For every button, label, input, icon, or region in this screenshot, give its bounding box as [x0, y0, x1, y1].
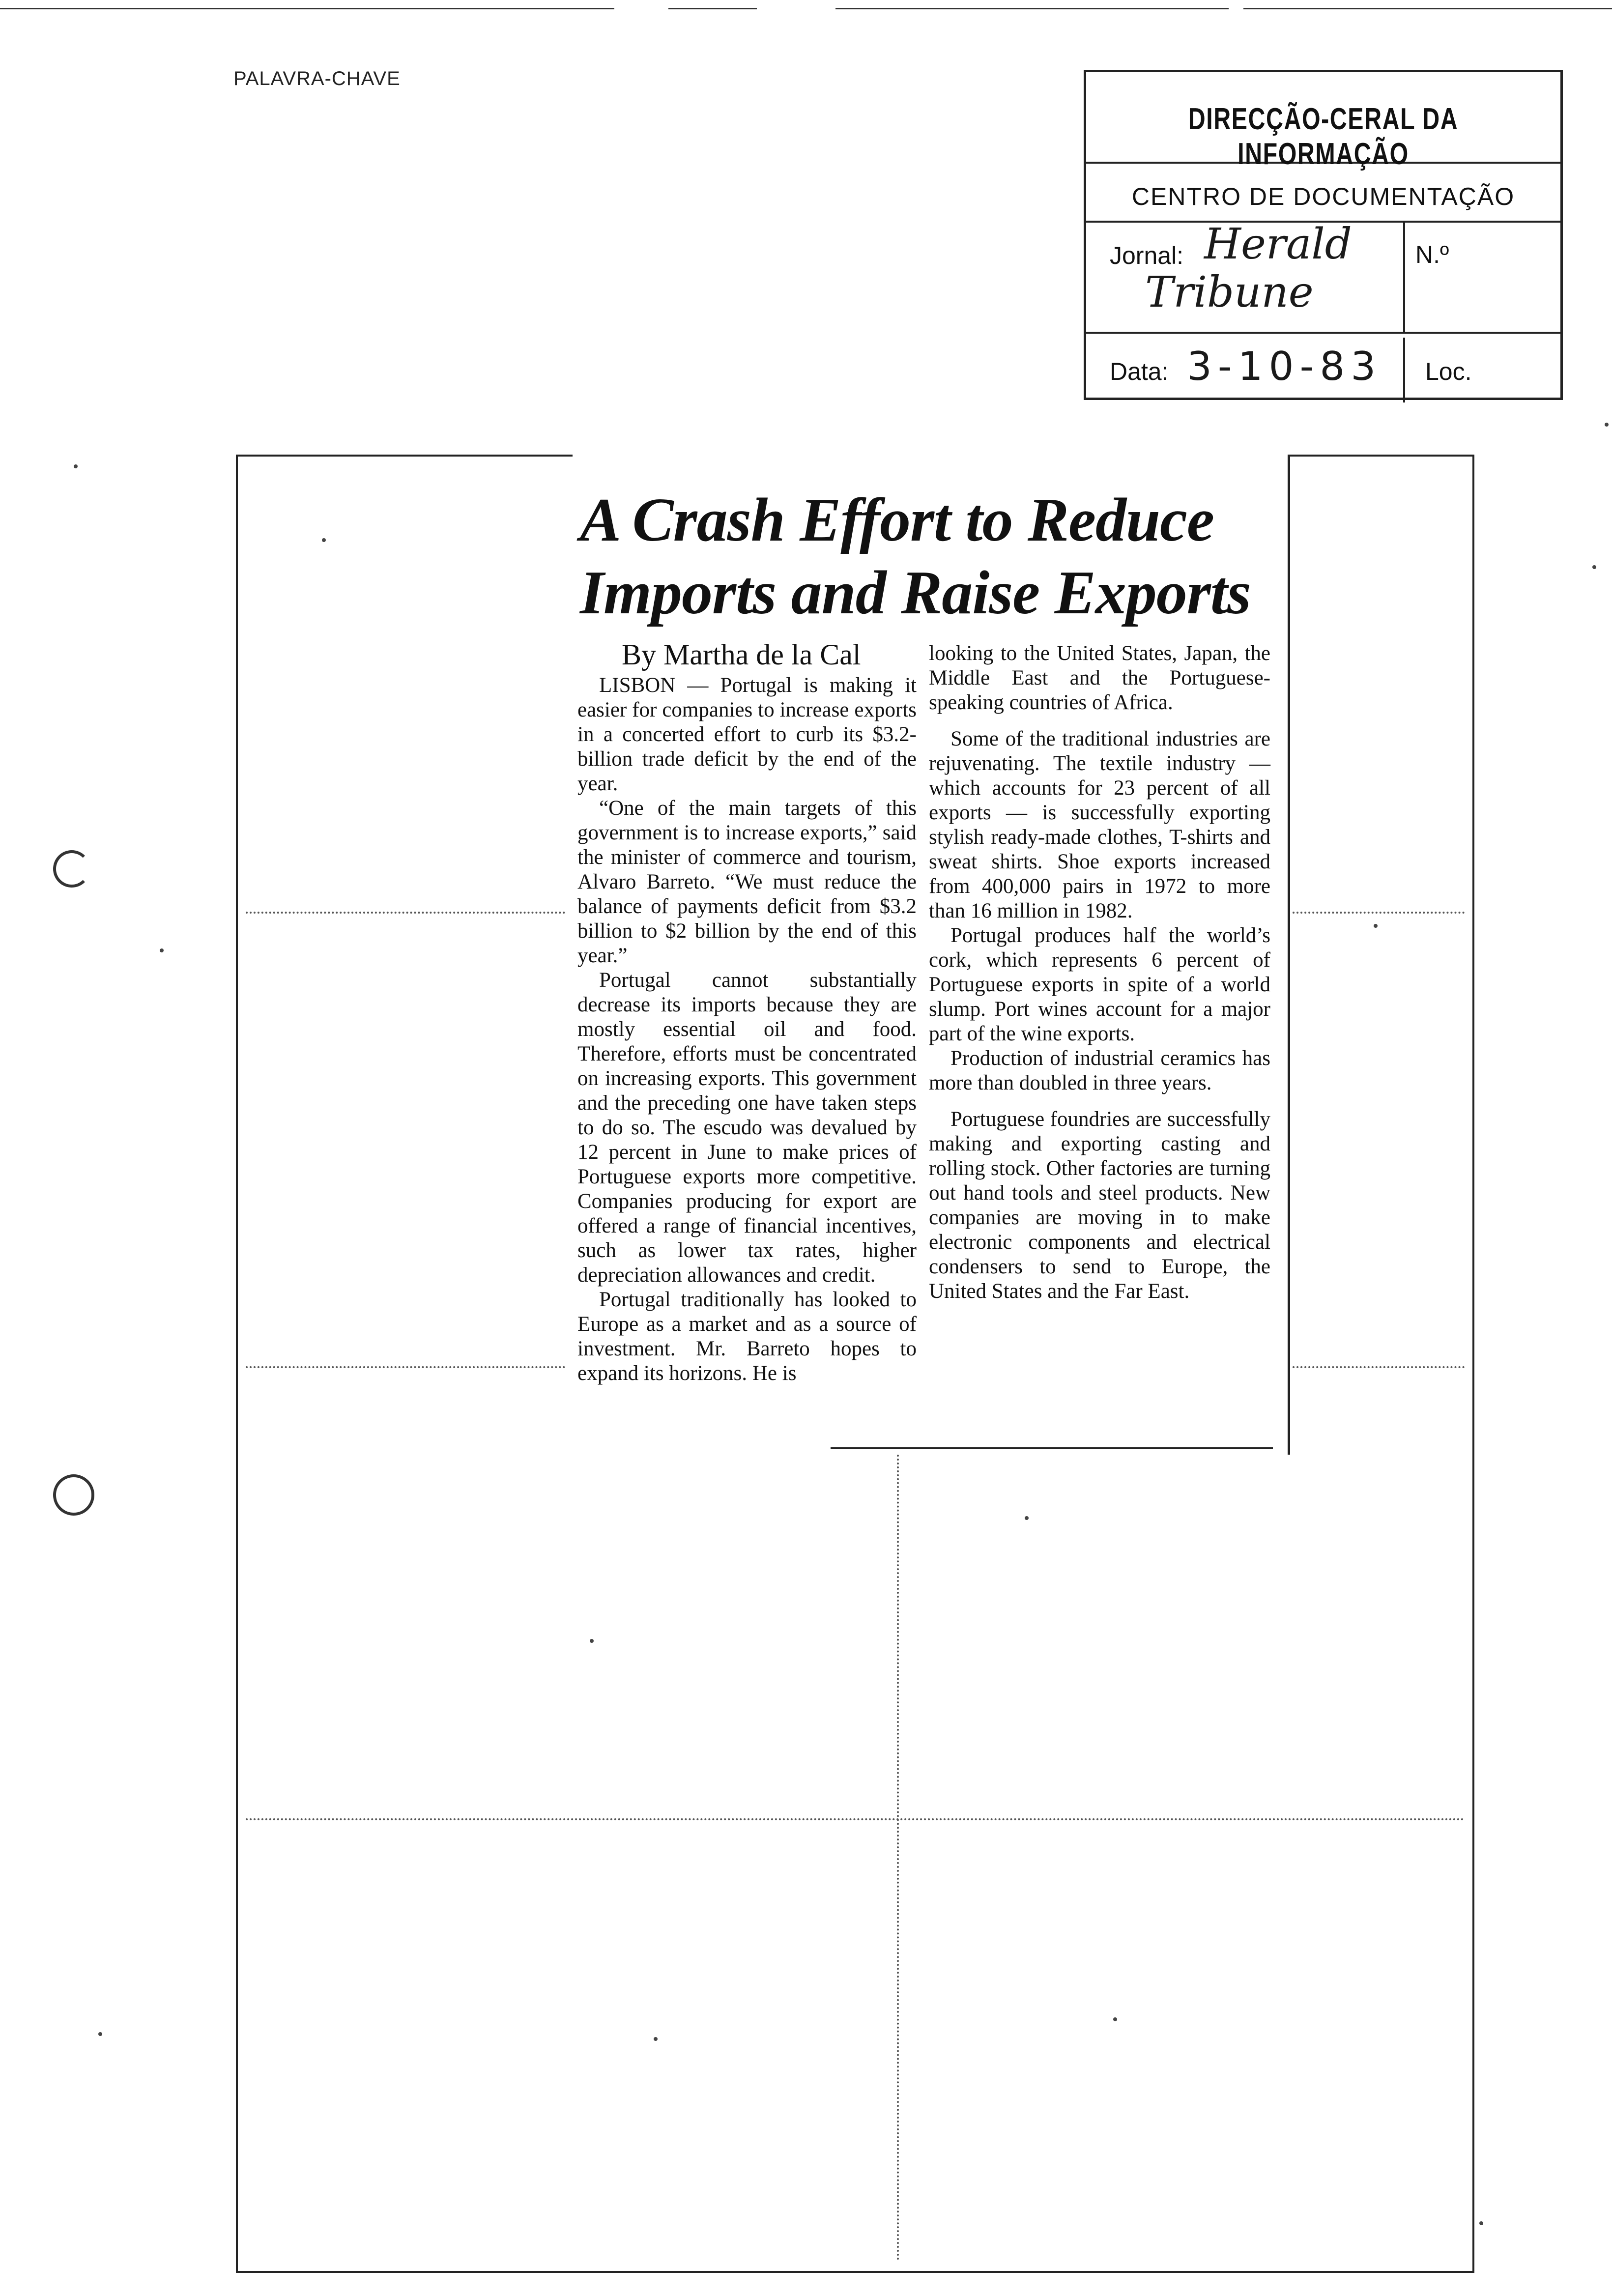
punch-hole-top	[53, 850, 90, 888]
stamp-department: CENTRO DE DOCUMENTAÇÃO	[1131, 183, 1515, 210]
speck	[1113, 2017, 1117, 2021]
top-rule-3	[835, 8, 1229, 9]
paragraph: Portuguese foundries are successfully making and exporting casting and rolling stock. Other factories are turning out hand tools and steel products. New companies are moving in to make electronic components and electrical condensers to send to Europe, the United States and the Far East.	[929, 1108, 1270, 1303]
speck	[1605, 423, 1609, 427]
guide-line-left-1	[246, 912, 565, 914]
article-column-2	[929, 641, 1270, 1304]
speck	[1479, 2221, 1483, 2225]
top-rule-2	[668, 8, 757, 9]
paragraph: Some of the traditional industries are rejuvenating. The textile industry — which accounts for 23 percent of all exports — is successfully exporting stylish ready-made clothes, T-shirts and sweat shirts. Shoe exports increased from 400,000 pairs in 1972 to more than 16 million in 1982.	[929, 727, 1270, 922]
paragraph: Portugal traditionally has looked to Europe as a market and as a source of investment. Mr. Barreto hopes to expand its horizons. He is	[577, 1288, 917, 1385]
speck	[160, 948, 164, 952]
stamp-date-row	[1086, 334, 1560, 402]
stamp-header-row	[1086, 72, 1560, 171]
punch-hole-bottom	[53, 1474, 94, 1516]
speck	[1374, 924, 1378, 928]
journal-value-line2: Tribune	[1145, 268, 1314, 317]
location-label: Loc.	[1425, 358, 1472, 385]
guide-line-vertical	[897, 1455, 899, 2261]
journal-label: Jornal:	[1110, 242, 1184, 269]
speck	[1025, 1516, 1029, 1520]
speck	[1592, 565, 1596, 569]
article-column-1	[577, 673, 917, 1386]
guide-line-left-2	[246, 1366, 565, 1368]
paragraph: “One of the main targets of this government is to increase exports,” said the minister of commerce and tourism, Alvaro Barreto. “We must reduce the balance of payments deficit from $3.2 billion to $2 billion by the end of this year.”	[577, 797, 917, 967]
stamp-divider	[1403, 223, 1405, 334]
headline-line1: A Crash Effort to Reduce	[580, 486, 1214, 554]
date-value: 3-10-83	[1187, 344, 1382, 389]
article-byline: By Martha de la Cal	[622, 638, 861, 671]
guide-line-right-2	[1293, 1366, 1465, 1368]
paragraph: LISBON — Portugal is making it easier for companies to increase exports in a concerted effort to curb its $3.2-billion trade deficit by the end of the year.	[577, 674, 917, 795]
stamp-divider-2	[1403, 338, 1405, 402]
paragraph: Portugal produces half the world’s cork, which represents 6 percent of Portuguese exports in spite of a world slump. Port wines account for a major part of the wine exports.	[929, 924, 1270, 1045]
archive-stamp	[1084, 70, 1563, 400]
guide-line-lower	[246, 1818, 1465, 1820]
stamp-department-row	[1086, 164, 1560, 223]
clipping-bottom-rule	[831, 1447, 1273, 1449]
paragraph: looking to the United States, Japan, the Middle East and the Portuguese-speaking countries of Africa.	[929, 642, 1270, 714]
stamp-journal-row	[1086, 220, 1560, 334]
date-label: Data:	[1110, 358, 1169, 385]
top-rule-4	[1243, 8, 1612, 9]
speck	[322, 538, 326, 542]
top-rule-1	[0, 8, 614, 9]
guide-line-right-1	[1293, 912, 1465, 914]
speck	[590, 1639, 594, 1643]
speck	[98, 2032, 102, 2036]
paragraph: Portugal cannot substantially decrease its imports because they are mostly essential oil and food. Therefore, efforts must be concentrated on increasing exports. This government and the preceding one have taken steps to do so. The escudo was devalued by 12 percent in June to make prices of Portuguese exports more competitive. Companies producing for export are offered a range of financial incentives, such as lower tax rates, higher depreciation allowances and credit.	[577, 969, 917, 1287]
number-label: N.º	[1415, 241, 1449, 268]
speck	[74, 464, 78, 468]
keyword-label: PALAVRA-CHAVE	[233, 68, 401, 89]
stamp-agency: DIRECÇÃO-CERAL DA INFORMAÇÃO	[1188, 102, 1459, 171]
article-headline	[580, 484, 1288, 630]
headline-line2: Imports and Raise Exports	[580, 559, 1251, 627]
journal-value-line1: Herald	[1204, 220, 1352, 269]
speck	[654, 2037, 658, 2041]
paragraph: Production of industrial ceramics has more than doubled in three years.	[929, 1047, 1270, 1094]
